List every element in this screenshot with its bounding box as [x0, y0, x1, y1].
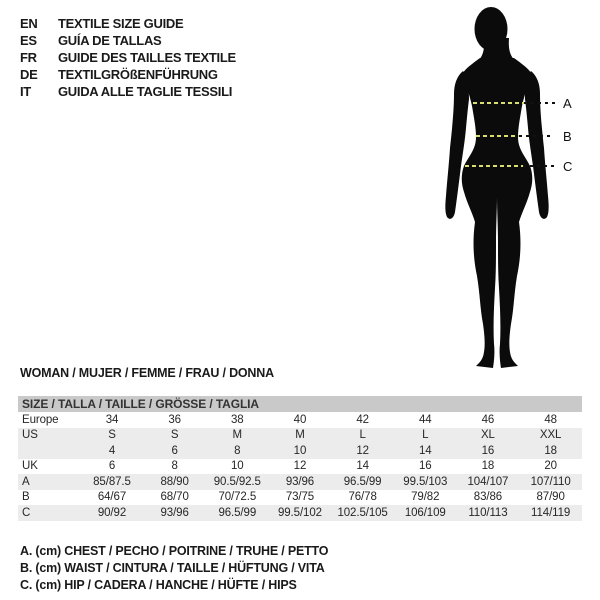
language-code: IT — [20, 84, 31, 99]
size-cell: 8 — [171, 460, 178, 473]
row-label: UK — [22, 460, 38, 473]
language-guide-title: TEXTILE SIZE GUIDE — [58, 16, 184, 31]
language-row-fr — [20, 49, 236, 66]
measure-label-c: C — [563, 159, 573, 174]
legend-line: A. (cm) CHEST / PECHO / POITRINE / TRUHE / PETTO — [20, 544, 329, 558]
size-cell: 107/110 — [519, 474, 582, 490]
size-cell: 6 — [143, 443, 206, 459]
size-cell: 36 — [168, 413, 181, 426]
size-cell: 20 — [544, 460, 557, 473]
size-cell: 73/75 — [285, 491, 315, 504]
measure-label-a: A — [563, 96, 572, 111]
size-cell: 18 — [481, 460, 495, 473]
language-guide-title: TEXTILGRÖßENFÜHRUNG — [58, 67, 218, 82]
language-code: FR — [20, 50, 37, 65]
size-cell: 99.5/103 — [394, 474, 457, 490]
size-table-header: SIZE / TALLA / TAILLE / GRÖSSE / TAGLIA — [18, 396, 582, 412]
size-cell: 16 — [457, 443, 520, 459]
row-label: A — [18, 474, 81, 490]
size-conversion-table — [18, 396, 582, 521]
size-cell: 34 — [105, 413, 119, 426]
legend-line: B. (cm) WAIST / CINTURA / TAILLE / HÜFTUNG / VITA — [20, 561, 325, 575]
size-cell: 46 — [481, 413, 495, 426]
language-title-list — [20, 15, 236, 100]
size-cell: 93/96 — [269, 474, 332, 490]
table-row — [18, 412, 582, 428]
size-cell: 110/113 — [457, 505, 520, 521]
size-cell: M — [206, 428, 269, 444]
language-code: EN — [20, 16, 38, 31]
size-cell: 14 — [394, 443, 457, 459]
size-cell: S — [81, 428, 144, 444]
size-cell: 40 — [293, 413, 307, 426]
size-cell: 99.5/102 — [269, 505, 332, 521]
size-cell: 104/107 — [457, 474, 520, 490]
size-cell: 18 — [519, 443, 582, 459]
size-cell: 12 — [331, 443, 394, 459]
language-row-en — [20, 15, 236, 32]
size-cell: L — [331, 428, 394, 444]
table-row — [18, 443, 582, 459]
size-cell: 10 — [269, 443, 332, 459]
size-cell: 42 — [356, 413, 369, 426]
size-cell: 16 — [418, 460, 432, 473]
size-cell: 4 — [81, 443, 144, 459]
size-cell: 106/109 — [394, 505, 457, 521]
size-cell: 6 — [108, 460, 116, 473]
language-row-de — [20, 66, 236, 83]
size-cell: 87/90 — [536, 491, 565, 504]
language-guide-title: GUIDE DES TAILLES TEXTILE — [58, 50, 236, 65]
size-cell: 70/72.5 — [218, 491, 257, 504]
size-cell: 90/92 — [81, 505, 144, 521]
size-cell: 90.5/92.5 — [206, 474, 269, 490]
measure-label-b: B — [563, 129, 572, 144]
legend-line: C. (cm) HIP / CADERA / HANCHE / HÜFTE / HIPS — [20, 578, 297, 592]
size-cell: 79/82 — [411, 491, 440, 504]
size-cell: 8 — [206, 443, 269, 459]
size-cell: 88/90 — [143, 474, 206, 490]
language-row-es — [20, 32, 236, 49]
table-row — [18, 474, 582, 490]
size-cell: 68/70 — [160, 491, 189, 504]
size-cell: 64/67 — [97, 491, 127, 504]
size-cell: XXL — [519, 428, 582, 444]
gender-heading: WOMAN / MUJER / FEMME / FRAU / DONNA — [20, 366, 274, 380]
size-cell: 14 — [356, 460, 369, 473]
size-cell: 10 — [231, 460, 244, 473]
size-cell: 96.5/99 — [331, 474, 394, 490]
size-cell: 76/78 — [348, 491, 377, 504]
size-cell: 12 — [293, 460, 307, 473]
size-cell: 83/86 — [473, 491, 503, 504]
row-label: Europe — [22, 413, 59, 426]
silhouette-body — [462, 58, 533, 368]
table-row — [18, 505, 582, 521]
row-label: C — [18, 505, 81, 521]
size-cell: XL — [457, 428, 520, 444]
row-label: B — [22, 491, 30, 504]
language-guide-title: GUÍA DE TALLAS — [58, 33, 162, 48]
table-row — [18, 459, 582, 475]
size-cell: 96.5/99 — [206, 505, 269, 521]
size-cell: 85/87.5 — [81, 474, 144, 490]
woman-silhouette-figure — [430, 0, 600, 390]
row-label — [18, 443, 81, 459]
size-cell: L — [394, 428, 457, 444]
size-cell: 114/119 — [519, 505, 582, 521]
size-cell: 48 — [544, 413, 557, 426]
measurement-legend — [20, 543, 328, 594]
language-code: ES — [20, 33, 37, 48]
language-row-it — [20, 83, 236, 100]
language-guide-title: GUIDA ALLE TAGLIE TESSILI — [58, 84, 233, 99]
size-cell: 38 — [231, 413, 244, 426]
size-table-header-row — [18, 396, 582, 412]
size-cell: 102.5/105 — [331, 505, 394, 521]
size-cell: M — [269, 428, 332, 444]
table-row — [18, 428, 582, 444]
size-cell: S — [143, 428, 206, 444]
size-cell: 93/96 — [143, 505, 206, 521]
language-code: DE — [20, 67, 38, 82]
row-label: US — [18, 428, 81, 444]
size-cell: 44 — [418, 413, 432, 426]
table-row — [18, 490, 582, 506]
